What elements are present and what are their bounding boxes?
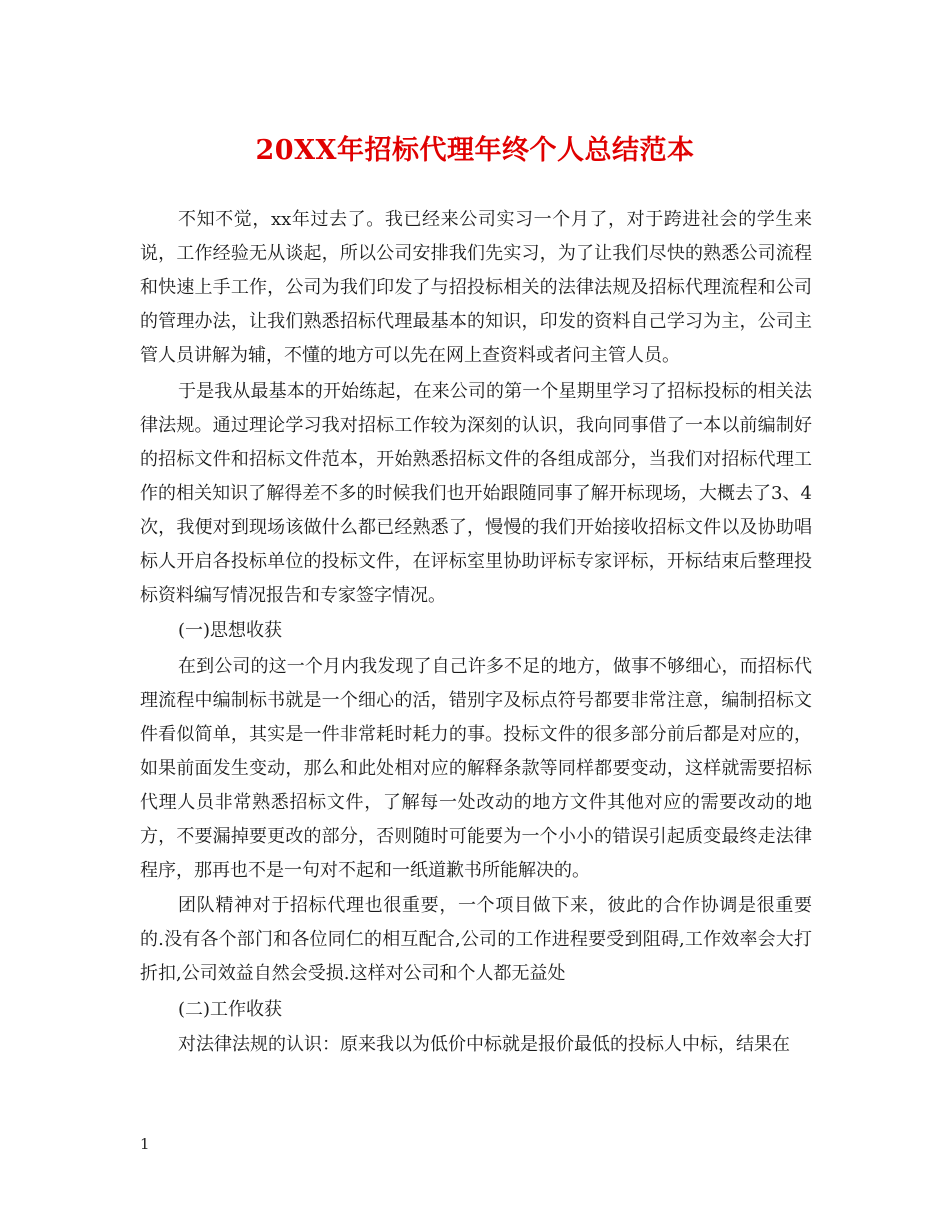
paragraph-learning: 于是我从最基本的开始练起，在来公司的第一个星期里学习了招标投标的相关法律法规。通过理论学习我对招标工作较为深刻的认识，我向同事借了一本以前编制好的招标文件和招标文件范本，开始熟悉招标文件的各组成部分，当我们对招标代理工作的相关知识了解得差不多的时候我们也开始跟随同事了解开标现场，大概去了3、4次，我便对到现场该做什么都已经熟悉了，慢慢的我们开始接收招标文件以及协助唱标人开启各投标单位的投标文件，在评标室里协助评标专家评标，开标结束后整理投标资料编写情况报告和专家签字情况。 xyxy=(140,380,812,606)
paragraph-teamwork: 团队精神对于招标代理也很重要，一个项目做下来，彼此的合作协调是很重要的.没有各个部门和各位同仁的相互配合,公司的工作进程要受到阻碍,工作效率会大打折扣,公司效益自然会受损.这样对公司和个人都无益处 xyxy=(140,895,812,984)
paragraph-thinking: 在到公司的这一个月内我发现了自己许多不足的地方，做事不够细心，而招标代理流程中编制标书就是一个细心的活，错别字及标点符号都要非常注意，编制招标文件看似简单，其实是一件非常耗时耗力的事。投标文件的很多部分前后都是对应的，如果前面发生变动，那么和此处相对应的解释条款等同样都要变动，这样就需要招标代理人员非常熟悉招标文件，了解每一处改动的地方文件其他对应的需要改动的地方，不要漏掉要更改的部分，否则随时可能要为一个小小的错误引起质变最终走法律程序，那再也不是一句对不起和一纸道歉书所能解决的。 xyxy=(140,655,812,881)
document-body xyxy=(140,203,812,1062)
paragraph-law: 对法律法规的认识：原来我以为低价中标就是报价最低的投标人中标，结果在 xyxy=(178,1034,790,1055)
page-number: 1 xyxy=(140,1135,150,1153)
document-title: 20XX年招标代理年终个人总结范本 xyxy=(255,135,695,166)
section-heading-work: (二)工作收获 xyxy=(178,998,283,1020)
paragraph-intro: 不知不觉，xx年过去了。我已经来公司实习一个月了，对于跨进社会的学生来说，工作经验无从谈起，所以公司安排我们先实习，为了让我们尽快的熟悉公司流程和快速上手工作，公司为我们印发了与招投标相关的法律法规及招标代理流程和公司的管理办法，让我们熟悉招标代理最基本的知识，印发的资料自己学习为主，公司主管人员讲解为辅，不懂的地方可以先在网上查资料或者问主管人员。 xyxy=(140,209,812,366)
section-heading-thinking: (一)思想收获 xyxy=(178,620,283,641)
